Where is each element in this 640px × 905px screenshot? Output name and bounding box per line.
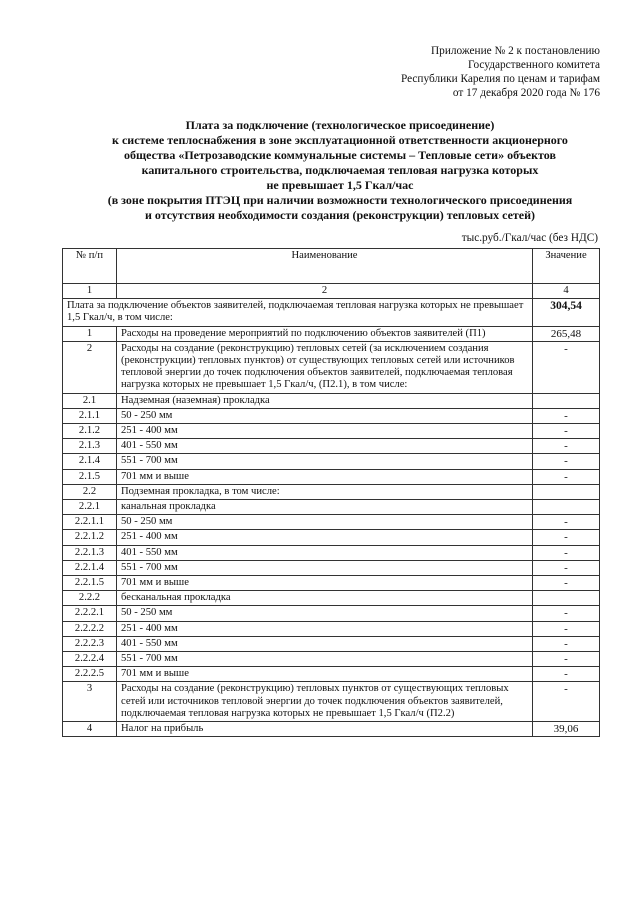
row-value: - [533,469,600,484]
row-number: 2 [63,341,117,393]
row-value: - [533,408,600,423]
table-row [63,606,600,621]
header-value: Значение [533,249,600,284]
row-name: бесканальная прокладка [117,591,533,606]
title-line: к системе теплоснабжения в зоне эксплуатационной ответственности акционерного [112,133,568,147]
total-label: Плата за подключение объектов заявителей, подключаемая тепловая нагрузка которых не превышает 1,5 Гкал/ч, в том числе: [63,299,533,326]
table-row [63,341,600,393]
appendix-line: Республики Карелия по ценам и тарифам [400,73,600,85]
appendix-line: от 17 декабря 2020 года № 176 [452,87,600,99]
row-name: 401 - 550 мм [117,439,533,454]
col-number: 1 [63,284,117,299]
row-number: 2.1.1 [63,408,117,423]
row-name: канальная прокладка [117,500,533,515]
table-row [63,591,600,606]
row-value: - [533,545,600,560]
row-number: 2.2.2.4 [63,652,117,667]
row-value: - [533,636,600,651]
table-row [63,484,600,499]
title-line: капитального строительства, подключаемая тепловая нагрузка которых [141,163,539,177]
row-number: 2.2.1 [63,500,117,515]
row-value: 265,48 [533,326,600,341]
row-number: 2.2.1.3 [63,545,117,560]
row-name: 50 - 250 мм [117,515,533,530]
row-value: - [533,341,600,393]
row-number: 2.2.2 [63,591,117,606]
row-name: 50 - 250 мм [117,408,533,423]
table-row [63,560,600,575]
table-row [63,500,600,515]
col-number: 2 [117,284,533,299]
row-value: - [533,667,600,682]
col-number: 4 [533,284,600,299]
row-number: 2.2.1.2 [63,530,117,545]
row-value: - [533,424,600,439]
table-row [63,393,600,408]
row-name: 701 мм и выше [117,469,533,484]
title-line: и отсутствия необходимости создания (реконструкции) тепловых сетей) [144,208,536,222]
table-row [63,722,600,737]
table-row [63,326,600,341]
appendix-line: Приложение № 2 к постановлению [431,45,600,57]
row-name: 551 - 700 мм [117,454,533,469]
row-number: 2.2.1.1 [63,515,117,530]
title-line: не превышает 1,5 Гкал/час [266,178,414,192]
row-value [533,393,600,408]
row-name: 401 - 550 мм [117,636,533,651]
row-value: - [533,606,600,621]
row-name: 551 - 700 мм [117,560,533,575]
row-number: 2.1.5 [63,469,117,484]
row-name: 50 - 250 мм [117,606,533,621]
title-line: общества «Петрозаводские коммунальные системы – Тепловые сети» объектов [124,148,556,162]
row-number: 2.2.2.2 [63,621,117,636]
header-name: Наименование [117,249,533,284]
row-number: 2.2.2.1 [63,606,117,621]
row-number: 4 [63,722,117,737]
table-row [63,682,600,722]
row-name: 251 - 400 мм [117,530,533,545]
row-value: - [533,560,600,575]
table-row [63,530,600,545]
row-number: 1 [63,326,117,341]
table-row [63,667,600,682]
table-row [63,636,600,651]
row-number: 2.1.3 [63,439,117,454]
title-line: (в зоне покрытия ПТЭЦ при наличии возможности технологического присоединения [107,193,573,207]
row-value: - [533,454,600,469]
row-value: 39,06 [533,722,600,737]
row-value: - [533,530,600,545]
table-row [63,545,600,560]
row-value: - [533,439,600,454]
row-name: Налог на прибыль [117,722,533,737]
appendix-note [300,44,600,100]
row-value: - [533,576,600,591]
table-row [63,454,600,469]
row-name: Расходы на проведение мероприятий по подключению объектов заявителей (П1) [117,326,533,341]
row-value: - [533,621,600,636]
table-row [63,469,600,484]
row-value [533,484,600,499]
table-header-row [63,249,600,284]
row-name: 401 - 550 мм [117,545,533,560]
row-name: Подземная прокладка, в том числе: [117,484,533,499]
row-number: 2.2 [63,484,117,499]
row-value [533,591,600,606]
row-number: 2.2.1.5 [63,576,117,591]
table-row [63,408,600,423]
total-row [63,299,600,326]
row-name: 551 - 700 мм [117,652,533,667]
row-value: - [533,652,600,667]
row-number: 2.1.2 [63,424,117,439]
row-name: 701 мм и выше [117,576,533,591]
row-number: 2.2.2.5 [63,667,117,682]
row-name: 251 - 400 мм [117,424,533,439]
document-title [60,118,620,223]
total-value: 304,54 [533,299,600,326]
row-name: Расходы на создание (реконструкцию) тепловых пунктов от существующих тепловых сетей или источников тепловой энергии до точек подключения объектов заявителей, подключаемая тепловая нагрузка которых не превышает 1,5 Гкал/ч (П2.2) [117,682,533,722]
row-number: 2.1 [63,393,117,408]
row-number: 2.1.4 [63,454,117,469]
row-name: 251 - 400 мм [117,621,533,636]
row-name: Расходы на создание (реконструкцию) тепловых сетей (за исключением создания (реконструкции) тепловых пунктов) от существующих тепловых сетей или источников тепловой энергии до точек подключения объектов заявителей, подключаемая тепловая нагрузка которых не превышает 1,5 Гкал/ч, (П2.1), в том числе: [117,341,533,393]
row-name: 701 мм и выше [117,667,533,682]
row-number: 2.2.1.4 [63,560,117,575]
title-line: Плата за подключение (технологическое присоединение) [185,118,495,132]
units-label: тыс.руб./Гкал/час (без НДС) [461,232,598,244]
row-number: 3 [63,682,117,722]
row-value: - [533,682,600,722]
table-row [63,621,600,636]
row-name: Надземная (наземная) прокладка [117,393,533,408]
table-row [63,439,600,454]
row-value [533,500,600,515]
row-value: - [533,515,600,530]
tariff-table [62,248,600,737]
appendix-line: Государственного комитета [467,59,600,71]
header-num: № п/п [63,249,117,284]
table-row [63,424,600,439]
table-row [63,515,600,530]
row-number: 2.2.2.3 [63,636,117,651]
table-row [63,576,600,591]
column-number-row [63,284,600,299]
table-row [63,652,600,667]
